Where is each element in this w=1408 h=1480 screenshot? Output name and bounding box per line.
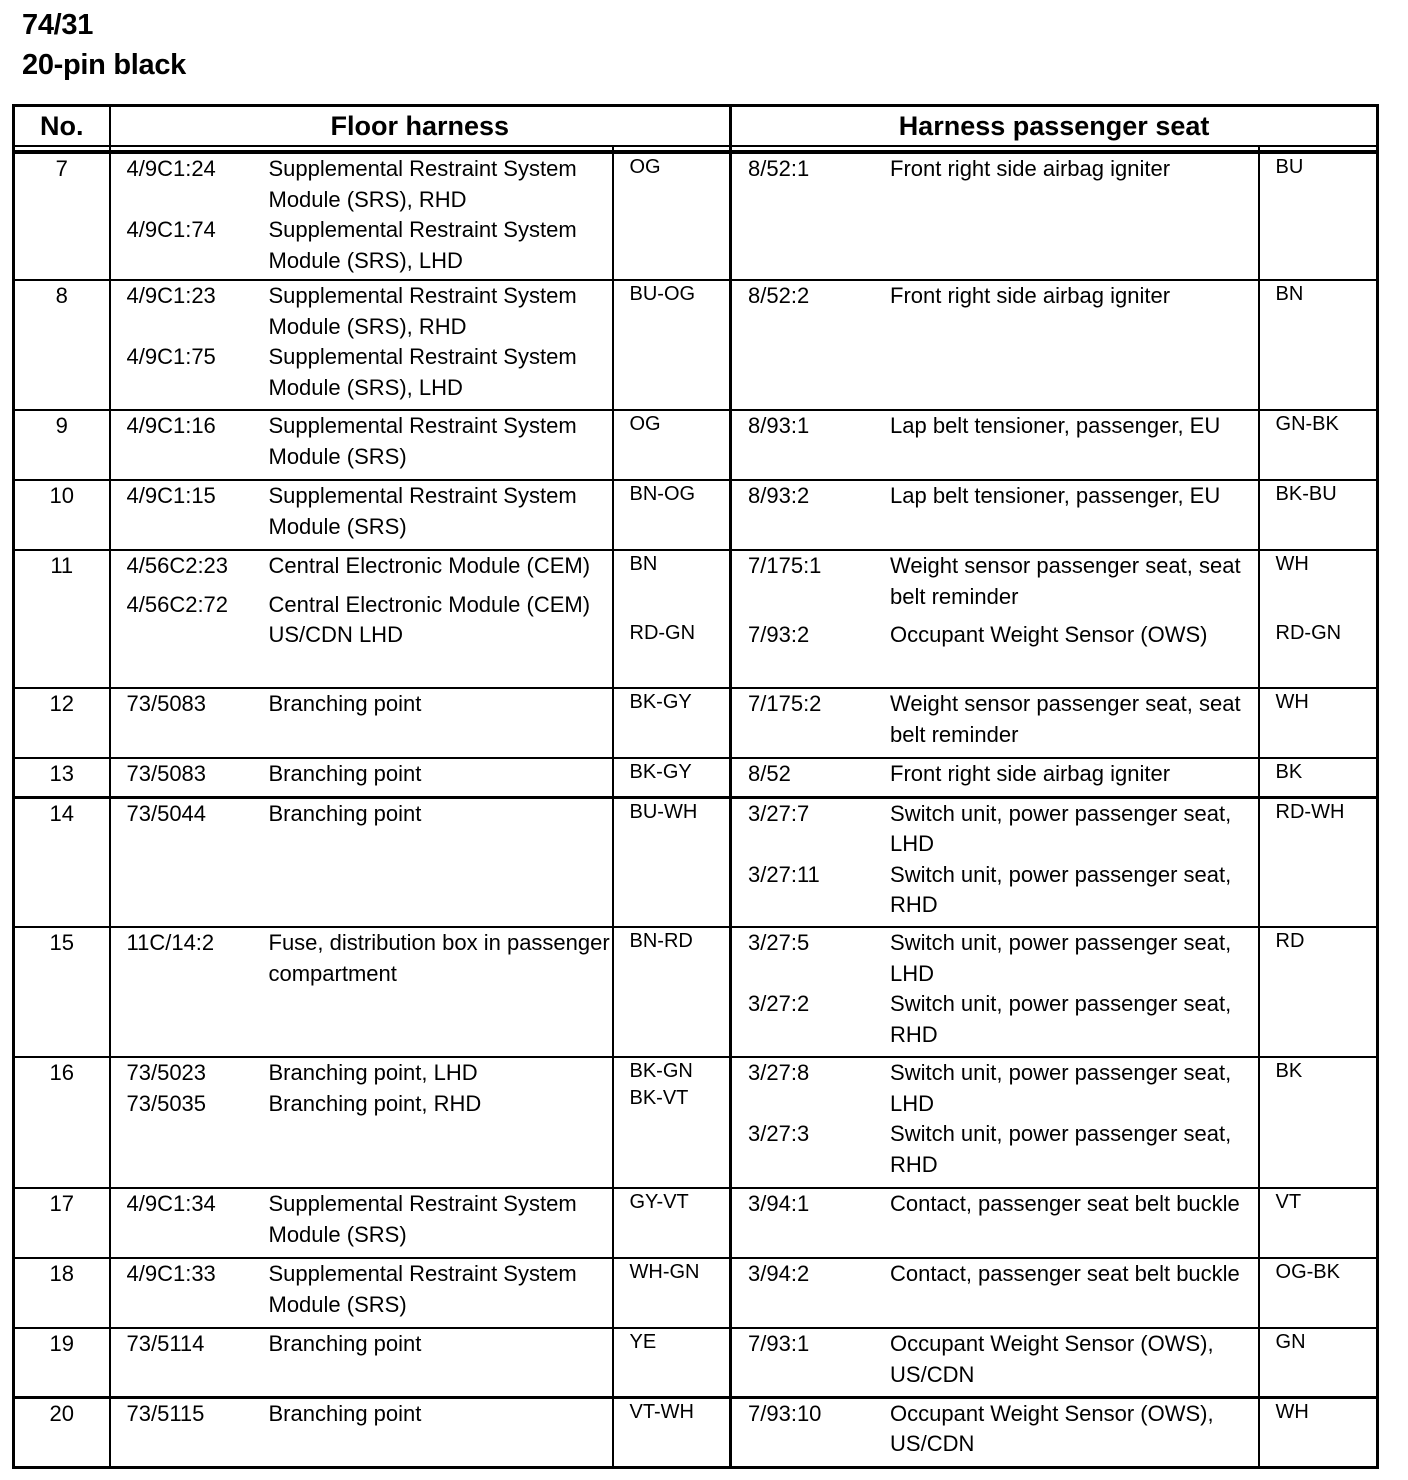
passenger-seat-color-cell xyxy=(1259,1328,1378,1397)
seat-connection xyxy=(748,799,1258,860)
wire-color-code: BN-OG xyxy=(629,483,696,505)
connector-pin-code: 73/5023 xyxy=(126,1060,207,1085)
wire-color-code: BK xyxy=(1275,1060,1303,1082)
connector-pin-code: 73/5114 xyxy=(126,1331,205,1356)
passenger-seat-harness-cell xyxy=(731,410,1259,480)
floor-harness-cell xyxy=(110,688,613,758)
seat-connection xyxy=(748,1119,1258,1180)
floor-harness-cell xyxy=(110,550,613,688)
component-description: Branching point xyxy=(268,800,422,826)
passenger-seat-harness-cell xyxy=(731,1397,1259,1467)
wire-color-code: BK-GN xyxy=(629,1060,693,1082)
component-description: Switch unit, power passenger seat, RHD xyxy=(890,1121,1232,1177)
wire-color-code: BU-OG xyxy=(629,283,696,305)
pin-number-cell xyxy=(14,1397,110,1467)
table-row xyxy=(14,1057,1378,1188)
component-description: Switch unit, power passenger seat, LHD xyxy=(890,930,1232,986)
pin-number: 11 xyxy=(50,553,74,578)
wire-color-code: BU-WH xyxy=(629,800,698,823)
floor-harness-cell xyxy=(110,1328,613,1397)
component-description: Branching point xyxy=(268,761,422,786)
connector-pin-code: 4/56C2:23 xyxy=(126,553,229,578)
connector-pin-code: 4/9C1:75 xyxy=(126,344,216,369)
floor-connection xyxy=(127,481,612,542)
wire-color-code: BK-GY xyxy=(629,691,692,713)
pin-number-cell xyxy=(14,688,110,758)
floor-harness-color-cell xyxy=(613,1188,731,1258)
table-row xyxy=(14,797,1378,927)
connector-pin-code: 7/175:1 xyxy=(748,553,822,578)
seat-connection xyxy=(748,860,1258,921)
seat-connection xyxy=(748,989,1258,1050)
passenger-seat-color-cell xyxy=(1259,797,1378,927)
connector-pin-code: 73/5083 xyxy=(126,761,207,786)
component-description: Occupant Weight Sensor (OWS), US/CDN xyxy=(890,1400,1214,1456)
pin-number-cell xyxy=(14,1057,110,1188)
pin-number: 10 xyxy=(49,483,74,508)
pin-number-cell xyxy=(14,410,110,480)
header-floor-harness: Floor harness xyxy=(110,106,731,147)
wire-color-code: YE xyxy=(629,1331,657,1353)
passenger-seat-harness-cell xyxy=(731,1328,1259,1397)
wire-color-code: RD-WH xyxy=(1275,800,1345,823)
pin-number: 14 xyxy=(49,800,74,826)
connector-pin-code: 7/175:2 xyxy=(748,691,822,716)
component-description: Central Electronic Module (CEM) xyxy=(268,553,591,578)
passenger-seat-harness-cell xyxy=(731,152,1259,280)
component-description: Branching point xyxy=(268,691,422,716)
floor-harness-cell xyxy=(110,1258,613,1328)
connector-pin-code: 3/27:11 xyxy=(748,861,820,887)
passenger-seat-color-cell xyxy=(1259,688,1378,758)
component-description: Switch unit, power passenger seat, LHD xyxy=(890,1060,1232,1116)
wire-color-code: BK-BU xyxy=(1275,483,1337,505)
seat-connection xyxy=(748,551,1258,612)
pin-number-cell xyxy=(14,280,110,410)
pin-number: 16 xyxy=(49,1060,74,1085)
passenger-seat-color-cell xyxy=(1259,1188,1378,1258)
header-no: No. xyxy=(14,106,110,147)
passenger-seat-harness-cell xyxy=(731,797,1259,927)
seat-connection xyxy=(748,411,1258,442)
table-row xyxy=(14,1188,1378,1258)
floor-harness-color-cell xyxy=(613,1328,731,1397)
wire-color-code: RD-GN xyxy=(1275,622,1342,644)
connector-pin-code: 3/27:7 xyxy=(748,800,810,826)
connector-description: 20-pin black xyxy=(22,49,187,81)
passenger-seat-color-cell xyxy=(1259,480,1378,550)
wire-color-code: WH xyxy=(1275,1400,1309,1423)
floor-harness-color-cell xyxy=(613,688,731,758)
floor-connection xyxy=(127,1259,612,1320)
connector-pin-code: 3/94:2 xyxy=(748,1261,810,1286)
connector-pin-code: 73/5044 xyxy=(126,800,207,826)
floor-harness-cell xyxy=(110,410,613,480)
connector-pin-code: 4/9C1:34 xyxy=(126,1191,216,1216)
component-description: Front right side airbag igniter xyxy=(890,761,1171,786)
seat-connection xyxy=(748,620,1258,651)
pin-number: 19 xyxy=(49,1331,74,1356)
passenger-seat-harness-cell xyxy=(731,480,1259,550)
connector-pin-code: 4/9C1:16 xyxy=(126,413,216,438)
table-row xyxy=(14,1397,1378,1467)
floor-harness-color-cell xyxy=(613,410,731,480)
table-row xyxy=(14,480,1378,550)
connector-id: 74/31 xyxy=(22,9,94,41)
pin-number: 9 xyxy=(55,413,68,438)
wire-color-code: BN xyxy=(1275,283,1304,305)
pin-number: 18 xyxy=(49,1261,74,1286)
connector-pin-code: 73/5115 xyxy=(126,1400,205,1426)
connector-pin-code: 3/27:5 xyxy=(748,930,810,955)
passenger-seat-color-cell xyxy=(1259,927,1378,1057)
table-row xyxy=(14,1258,1378,1328)
wire-color-code: WH xyxy=(1275,691,1309,713)
wire-color-code: BK-VT xyxy=(629,1087,689,1109)
wire-color-code: WH xyxy=(1275,553,1309,575)
passenger-seat-harness-cell xyxy=(731,1057,1259,1188)
component-description: Weight sensor passenger seat, seat belt reminder xyxy=(890,691,1241,747)
connector-pin-code: 4/9C1:23 xyxy=(126,283,216,308)
seat-connection xyxy=(748,481,1258,512)
passenger-seat-color-cell xyxy=(1259,152,1378,280)
table-body xyxy=(14,146,1378,1467)
pin-number-cell xyxy=(14,1258,110,1328)
passenger-seat-color-cell xyxy=(1259,1057,1378,1188)
passenger-seat-harness-cell xyxy=(731,758,1259,797)
connector-pin-code: 4/9C1:24 xyxy=(126,156,216,181)
component-description: Occupant Weight Sensor (OWS) xyxy=(890,622,1208,647)
passenger-seat-harness-cell xyxy=(731,280,1259,410)
floor-harness-cell xyxy=(110,758,613,797)
pin-number: 13 xyxy=(49,761,74,786)
pin-number: 15 xyxy=(49,930,74,955)
table-row xyxy=(14,410,1378,480)
floor-connection xyxy=(127,154,612,215)
wire-color-code: WH-GN xyxy=(629,1261,700,1283)
floor-connection xyxy=(127,281,612,342)
connector-pin-code: 4/9C1:33 xyxy=(126,1261,216,1286)
component-description: Supplemental Restraint System Module (SRS), RHD xyxy=(268,283,577,339)
passenger-seat-color-cell xyxy=(1259,758,1378,797)
floor-harness-color-cell xyxy=(613,550,731,688)
connector-pin-code: 73/5035 xyxy=(126,1090,207,1116)
table-header-row xyxy=(14,106,1378,147)
pin-number: 12 xyxy=(49,691,74,716)
passenger-seat-color-cell xyxy=(1259,410,1378,480)
wire-color-code: RD xyxy=(1275,930,1305,952)
connector-pin-code: 4/9C1:74 xyxy=(126,217,216,242)
wire-color-code: BK xyxy=(1275,761,1303,783)
connector-pin-code: 3/94:1 xyxy=(748,1191,810,1216)
connector-pin-code: 7/93:10 xyxy=(748,1400,822,1426)
component-description: Front right side airbag igniter xyxy=(890,156,1171,181)
wire-color-code: VT-WH xyxy=(629,1400,694,1423)
connector-pin-code: 8/52 xyxy=(748,761,791,786)
floor-connection xyxy=(127,1329,612,1360)
floor-connection xyxy=(127,1189,612,1250)
pin-number: 7 xyxy=(55,156,68,181)
component-description: Lap belt tensioner, passenger, EU xyxy=(890,483,1221,508)
connector-pin-code: 7/93:2 xyxy=(748,622,810,647)
connector-pin-code: 3/27:8 xyxy=(748,1060,810,1085)
component-description: Branching point xyxy=(268,1331,422,1356)
passenger-seat-harness-cell xyxy=(731,927,1259,1057)
passenger-seat-harness-cell xyxy=(731,1188,1259,1258)
floor-connection xyxy=(127,590,612,651)
floor-connection xyxy=(127,551,612,582)
wire-color-code: OG xyxy=(629,413,661,435)
floor-harness-cell xyxy=(110,1397,613,1467)
passenger-seat-color-cell xyxy=(1259,1258,1378,1328)
component-description: Supplemental Restraint System Module (SRS), RHD xyxy=(268,156,577,212)
pin-number-cell xyxy=(14,1328,110,1397)
pin-table xyxy=(12,104,1379,1469)
component-description: Lap belt tensioner, passenger, EU xyxy=(890,413,1221,438)
pin-number-cell xyxy=(14,550,110,688)
floor-connection xyxy=(127,759,612,790)
wire-color-code: RD-GN xyxy=(629,622,696,644)
table-row xyxy=(14,550,1378,688)
floor-connection xyxy=(127,799,612,830)
floor-harness-cell xyxy=(110,152,613,280)
pin-number-cell xyxy=(14,1188,110,1258)
floor-connection xyxy=(127,215,612,276)
floor-connection xyxy=(127,411,612,472)
table-row xyxy=(14,280,1378,410)
passenger-seat-color-cell xyxy=(1259,550,1378,688)
seat-connection xyxy=(748,1259,1258,1290)
wire-color-code: GY-VT xyxy=(629,1191,689,1213)
component-description: Switch unit, power passenger seat, RHD xyxy=(890,861,1232,917)
wire-color-code: BN-RD xyxy=(629,930,693,952)
table-row xyxy=(14,927,1378,1057)
connector-pin-code: 11C/14:2 xyxy=(126,930,215,955)
pin-number: 20 xyxy=(49,1400,74,1426)
header-harness-passenger-seat: Harness passenger seat xyxy=(731,106,1378,147)
floor-harness-cell xyxy=(110,1057,613,1188)
floor-harness-cell xyxy=(110,280,613,410)
pin-number: 8 xyxy=(55,283,68,308)
component-description: Supplemental Restraint System Module (SRS) xyxy=(268,1191,577,1247)
passenger-seat-harness-cell xyxy=(731,550,1259,688)
floor-harness-color-cell xyxy=(613,1258,731,1328)
seat-connection xyxy=(748,1189,1258,1220)
passenger-seat-color-cell xyxy=(1259,280,1378,410)
component-description: Front right side airbag igniter xyxy=(890,283,1171,308)
floor-harness-color-cell xyxy=(613,797,731,927)
pin-number: 17 xyxy=(49,1191,74,1216)
table-row xyxy=(14,1328,1378,1397)
seat-connection xyxy=(748,1329,1258,1390)
floor-connection xyxy=(127,928,612,989)
connector-pin-code: 8/93:2 xyxy=(748,483,810,508)
component-description: Contact, passenger seat belt buckle xyxy=(890,1261,1240,1286)
component-description: Supplemental Restraint System Module (SRS) xyxy=(268,483,577,539)
floor-harness-color-cell xyxy=(613,1057,731,1188)
wire-color-code: OG-BK xyxy=(1275,1261,1340,1283)
component-description: Branching point, LHD xyxy=(268,1060,478,1085)
component-description: Switch unit, power passenger seat, RHD xyxy=(890,991,1232,1047)
floor-harness-color-cell xyxy=(613,1397,731,1467)
connector-pin-code: 4/56C2:72 xyxy=(126,591,229,617)
component-description: Contact, passenger seat belt buckle xyxy=(890,1191,1240,1216)
floor-harness-cell xyxy=(110,1188,613,1258)
table-row xyxy=(14,688,1378,758)
connector-pin-code: 8/93:1 xyxy=(748,413,810,438)
component-description: Supplemental Restraint System Module (SRS), LHD xyxy=(268,217,577,273)
component-description: Supplemental Restraint System Module (SRS), LHD xyxy=(268,344,577,400)
floor-connection xyxy=(127,342,612,403)
component-description: Occupant Weight Sensor (OWS), US/CDN xyxy=(890,1331,1214,1387)
floor-harness-color-cell xyxy=(613,927,731,1057)
table-row xyxy=(14,758,1378,797)
floor-connection xyxy=(127,1089,612,1120)
wire-color-code: BK-GY xyxy=(629,761,692,783)
component-description: Branching point, RHD xyxy=(268,1090,482,1116)
component-description: Branching point xyxy=(268,1400,422,1426)
connector-pin-code: 7/93:1 xyxy=(748,1331,810,1356)
passenger-seat-color-cell xyxy=(1259,1397,1378,1467)
seat-connection xyxy=(748,689,1258,750)
connector-pin-code: 3/27:2 xyxy=(748,991,810,1016)
seat-connection xyxy=(748,281,1258,312)
passenger-seat-harness-cell xyxy=(731,1258,1259,1328)
wire-color-code: VT xyxy=(1275,1191,1302,1213)
seat-connection xyxy=(748,759,1258,790)
connector-pin-code: 4/9C1:15 xyxy=(126,483,216,508)
pin-number-cell xyxy=(14,927,110,1057)
connector-pin-code: 8/52:2 xyxy=(748,283,810,308)
pin-number-cell xyxy=(14,152,110,280)
seat-connection xyxy=(748,1399,1258,1460)
component-description: Weight sensor passenger seat, seat belt reminder xyxy=(890,553,1241,609)
passenger-seat-harness-cell xyxy=(731,688,1259,758)
floor-harness-cell xyxy=(110,797,613,927)
component-description: Supplemental Restraint System Module (SRS) xyxy=(268,1261,577,1317)
pin-number-cell xyxy=(14,480,110,550)
floor-harness-cell xyxy=(110,480,613,550)
wire-color-code: GN-BK xyxy=(1275,413,1339,435)
connector-pin-code: 73/5083 xyxy=(126,691,207,716)
seat-connection xyxy=(748,928,1258,989)
component-description: Central Electronic Module (CEM) US/CDN LHD xyxy=(268,591,591,647)
component-description: Fuse, distribution box in passenger compartment xyxy=(268,930,610,986)
connector-pin-code: 3/27:3 xyxy=(748,1121,810,1146)
floor-harness-color-cell xyxy=(613,480,731,550)
seat-connection xyxy=(748,1058,1258,1119)
component-description: Supplemental Restraint System Module (SRS) xyxy=(268,413,577,469)
floor-connection xyxy=(127,689,612,720)
floor-connection xyxy=(127,1058,612,1089)
component-description: Switch unit, power passenger seat, LHD xyxy=(890,800,1232,856)
wire-color-code: OG xyxy=(629,156,661,178)
floor-harness-color-cell xyxy=(613,152,731,280)
wire-color-code: BU xyxy=(1275,156,1304,178)
floor-connection xyxy=(127,1399,612,1430)
wire-color-code: GN xyxy=(1275,1331,1306,1353)
floor-harness-color-cell xyxy=(613,758,731,797)
floor-harness-cell xyxy=(110,927,613,1057)
connector-pin-code: 8/52:1 xyxy=(748,156,810,181)
floor-harness-color-cell xyxy=(613,280,731,410)
wire-color-code: BN xyxy=(629,553,658,575)
pin-number-cell xyxy=(14,797,110,927)
table-row xyxy=(14,152,1378,280)
pin-number-cell xyxy=(14,758,110,797)
seat-connection xyxy=(748,154,1258,185)
